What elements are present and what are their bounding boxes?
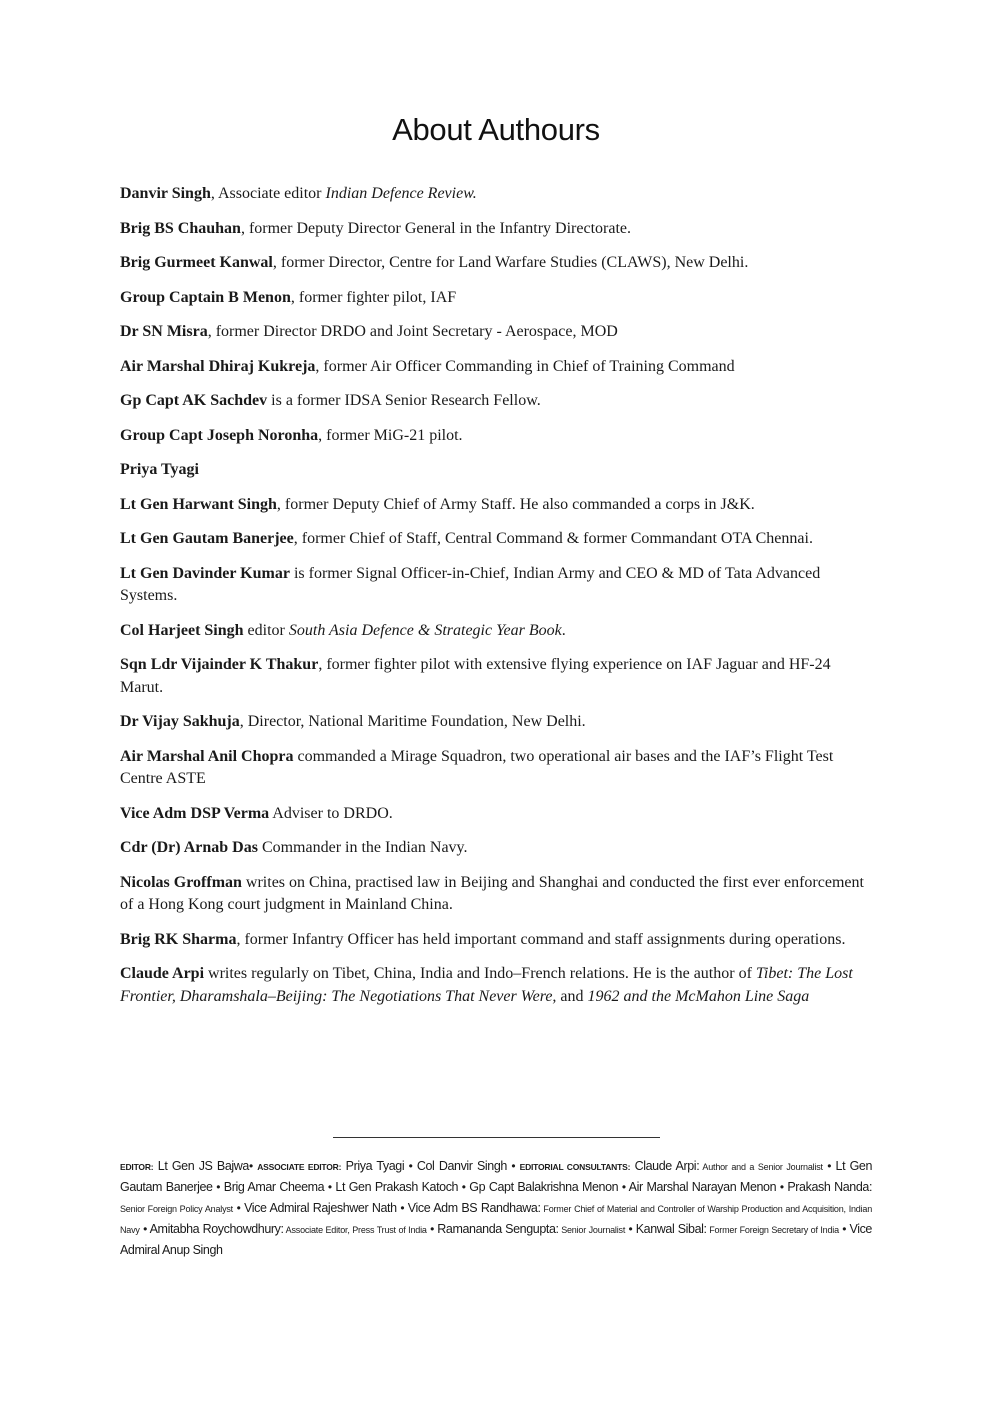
author-entry xyxy=(120,321,872,344)
consultant-name: Vice Admiral Anup Singh xyxy=(120,1222,872,1257)
consultant-name: Kanwal Sibal: xyxy=(632,1222,707,1236)
author-name: Col Harjeet Singh xyxy=(120,621,244,639)
author-name: Brig BS Chauhan xyxy=(120,219,241,237)
author-entry xyxy=(120,563,872,608)
author-desc: , former Chief of Staff, Central Command & former Commandant OTA Chennai. xyxy=(293,530,813,547)
bullet-icon: • xyxy=(216,1180,221,1194)
consultant-name: Lt Gen Gautam Banerjee xyxy=(120,1159,872,1194)
consultant-note: Senior Foreign Policy Analyst xyxy=(120,1204,233,1214)
page-title: About Authours xyxy=(392,112,600,147)
bullet-icon: • xyxy=(842,1222,847,1236)
author-name: Lt Gen Harwant Singh xyxy=(120,495,277,513)
associate-editor-label: ASSOCIATE EDITOR: xyxy=(257,1162,342,1172)
author-publication: 1962 and the McMahon Line Saga xyxy=(587,987,810,1005)
bullet-icon: • xyxy=(628,1222,633,1236)
consultant-note: Senior Journalist xyxy=(558,1225,626,1235)
bullet-icon: • xyxy=(248,1159,253,1173)
author-entry xyxy=(120,872,872,917)
bullet-icon: • xyxy=(327,1180,332,1194)
author-name: Vice Adm DSP Verma xyxy=(120,804,270,822)
author-desc: , former Director DRDO and Joint Secretary - Aerospace, MOD xyxy=(207,323,618,340)
author-name: Cdr (Dr) Arnab Das xyxy=(120,839,258,856)
author-desc: , former Air Officer Commanding in Chief of Training Command xyxy=(315,357,735,375)
consultant-name: Claude Arpi: xyxy=(630,1159,700,1173)
author-name: Priya Tyagi xyxy=(120,461,199,478)
author-entry xyxy=(120,711,872,734)
author-desc: Adviser to DRDO. xyxy=(269,804,393,822)
author-desc: commanded a Mirage Squadron, two operational air bases and the IAF’s Flight Test Centre ASTE xyxy=(120,747,834,787)
bullet-icon: • xyxy=(143,1222,147,1236)
author-desc-tail: . xyxy=(561,621,566,639)
author-desc: is a former IDSA Senior Research Fellow. xyxy=(267,392,541,409)
bullet-icon: • xyxy=(430,1222,434,1236)
author-name: Group Capt Joseph Noronha xyxy=(120,426,319,444)
author-entry xyxy=(120,252,872,275)
author-desc: editor xyxy=(243,621,289,639)
author-entry xyxy=(120,356,872,379)
author-name: Brig Gurmeet Kanwal xyxy=(120,254,273,271)
bullet-icon: • xyxy=(511,1159,516,1173)
author-name: Sqn Ldr Vijainder K Thakur xyxy=(120,656,319,673)
editor-label: EDITOR: xyxy=(120,1162,154,1172)
author-desc: , former fighter pilot with extensive flying experience on IAF Jaguar and HF-24 Marut. xyxy=(120,656,831,696)
consultant-name: Vice Admiral Rajeshwer Nath xyxy=(240,1201,401,1215)
editor-name: Lt Gen JS Bajwa xyxy=(153,1159,249,1173)
author-entry xyxy=(120,528,872,551)
author-entry xyxy=(120,459,872,482)
author-name: Danvir Singh xyxy=(120,185,211,202)
author-name: Lt Gen Gautam Banerjee xyxy=(120,530,294,547)
consultant-name: Prakash Nanda: xyxy=(783,1180,873,1194)
author-desc: is former Signal Officer-in-Chief, Indian Army and CEO & MD of Tata Advanced Systems. xyxy=(120,564,821,604)
author-name: Claude Arpi xyxy=(120,965,205,982)
author-desc: and xyxy=(556,987,588,1005)
consultant-name: Vice Adm BS Randhawa: xyxy=(404,1201,541,1215)
consultant-note: Associate Editor, Press Trust of India xyxy=(283,1225,427,1235)
consultants-label: EDITORIAL CONSULTANTS: xyxy=(519,1162,631,1172)
author-entry xyxy=(120,494,872,517)
consultant-note: Author and a Senior Journalist xyxy=(699,1162,823,1172)
author-name: Brig RK Sharma xyxy=(120,930,237,948)
bullet-icon: • xyxy=(621,1180,626,1194)
author-name: Lt Gen Davinder Kumar xyxy=(120,564,290,582)
author-desc: , former Infantry Officer has held important command and staff assignments during operations. xyxy=(236,930,846,948)
bullet-icon: • xyxy=(408,1159,413,1173)
author-entry xyxy=(120,183,872,206)
bullet-icon: • xyxy=(461,1180,466,1194)
author-name: Group Captain B Menon xyxy=(120,288,291,306)
consultant-name: Lt Gen Prakash Katoch xyxy=(331,1180,462,1194)
author-desc: , former Deputy Director General in the Infantry Directorate. xyxy=(240,219,631,237)
masthead xyxy=(120,1156,872,1260)
author-desc: , Associate editor xyxy=(210,185,326,202)
author-entry xyxy=(120,218,872,241)
author-desc: , former Director, Centre for Land Warfare Studies (CLAWS), New Delhi. xyxy=(272,254,749,271)
author-publication: Indian Defence Review. xyxy=(325,185,477,202)
author-name: Air Marshal Anil Chopra xyxy=(120,747,294,765)
consultant-note: Former Foreign Secretary of India xyxy=(706,1225,839,1235)
author-entry xyxy=(120,963,872,1008)
author-entry xyxy=(120,390,872,413)
author-entry xyxy=(120,620,872,643)
author-desc: , Director, National Maritime Foundation, New Delhi. xyxy=(239,713,586,730)
divider xyxy=(333,1137,660,1138)
bullet-icon: • xyxy=(400,1201,405,1215)
author-publication: Tibet: The Lost Frontier, Dharamshala–Beijing: The Negotiations That Never Were, xyxy=(120,965,853,1005)
bullet-icon: • xyxy=(779,1180,784,1194)
author-publication: South Asia Defence & Strategic Year Book xyxy=(288,621,562,639)
author-name: Gp Capt AK Sachdev xyxy=(120,392,268,409)
author-entry xyxy=(120,425,872,448)
author-entry xyxy=(120,929,872,952)
author-name: Dr SN Misra xyxy=(120,323,208,340)
associate-editor-name: Priya Tyagi xyxy=(341,1159,409,1173)
consultant-note: Former Chief of Material and Controller of Warship Production and Acquisition, Indian Navy xyxy=(120,1204,873,1235)
consultant-name: Gp Capt Balakrishna Menon xyxy=(465,1180,622,1194)
author-desc: writes on China, practised law in Beijing and Shanghai and conducted the first ever enforcement of a Hong Kong court judgment in Mainland China. xyxy=(120,873,864,913)
consultant-name: Amitabha Roychowdhury: xyxy=(146,1222,284,1236)
author-entry xyxy=(120,837,872,860)
consultant-name: Brig Amar Cheema xyxy=(220,1180,328,1194)
author-list xyxy=(120,183,872,1020)
consultant-name: Air Marshal Narayan Menon xyxy=(625,1180,780,1194)
author-entry xyxy=(120,803,872,826)
author-desc: writes regularly on Tibet, China, India and Indo–French relations. He is the author of xyxy=(204,965,756,982)
author-name: Air Marshal Dhiraj Kukreja xyxy=(120,357,316,375)
author-entry xyxy=(120,287,872,310)
author-entry xyxy=(120,654,872,699)
author-entry xyxy=(120,746,872,791)
associate-editor-name: Col Danvir Singh xyxy=(412,1159,512,1173)
bullet-icon: • xyxy=(236,1201,241,1215)
author-desc: , former fighter pilot, IAF xyxy=(290,288,457,306)
author-desc: Commander in the Indian Navy. xyxy=(257,839,468,856)
consultant-name: Ramananda Sengupta: xyxy=(433,1222,559,1236)
author-desc: , former Deputy Chief of Army Staff. He also commanded a corps in J&K. xyxy=(276,495,755,513)
bullet-icon: • xyxy=(827,1159,832,1173)
author-desc: , former MiG-21 pilot. xyxy=(318,426,463,444)
author-name: Nicolas Groffman xyxy=(120,873,242,891)
author-name: Dr Vijay Sakhuja xyxy=(120,713,240,730)
